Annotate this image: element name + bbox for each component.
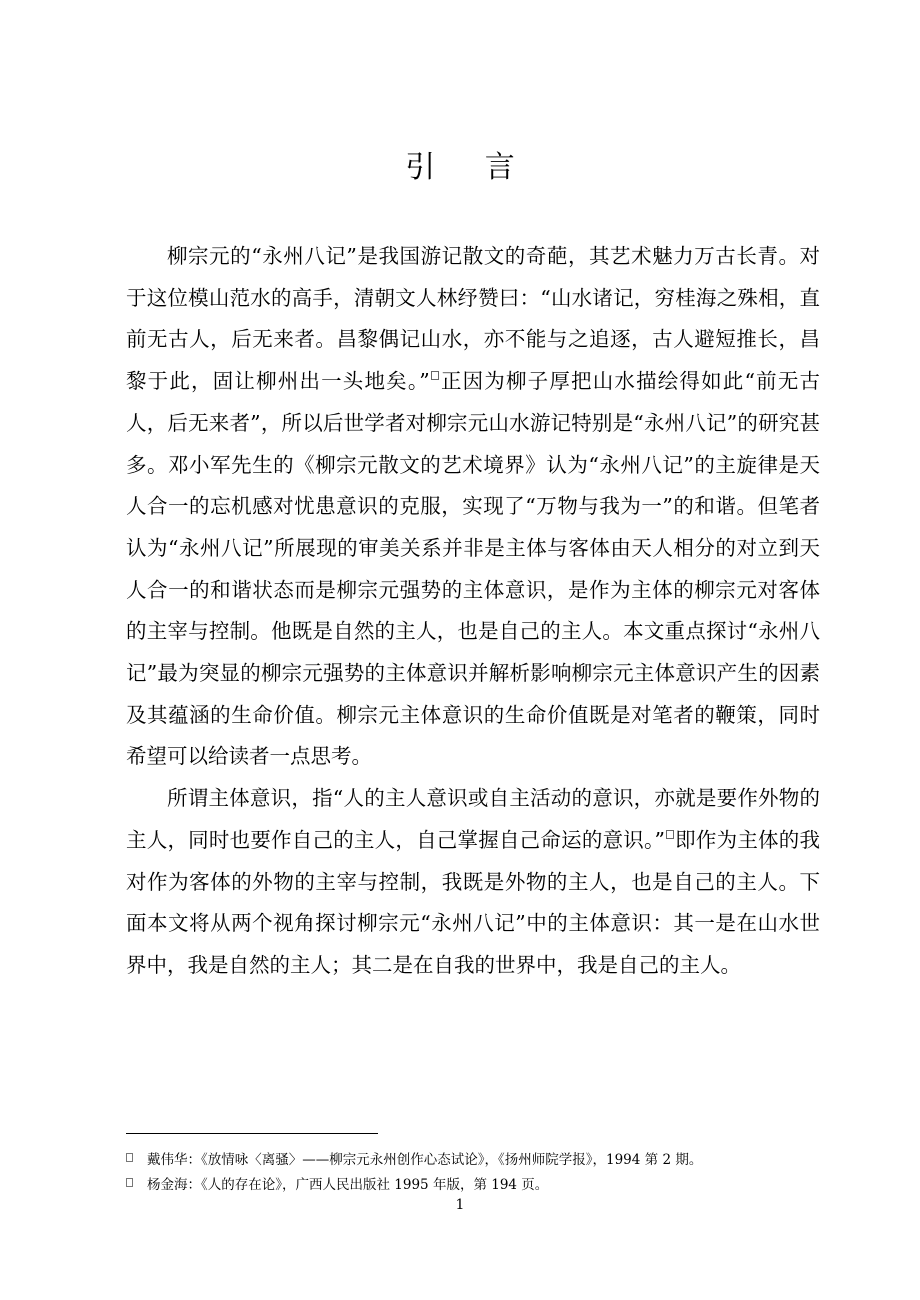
body-text [126, 236, 820, 987]
footnote-2-text: 杨金海：《人的存在论》，广西人民出版社 1995 年版，第 194 页。 [147, 1177, 549, 1193]
footnote-separator [126, 1133, 378, 1134]
footnote-marker-icon [126, 1153, 133, 1162]
page-title: 引 言 [405, 150, 535, 185]
paragraph-1-text-b: 正因为柳子厚把山水描绘得如此“前无古人，后无来者”，所以后世学者对柳宗元山水游记特别是“永州八记”的研究甚多。邓小军先生的《柳宗元散文的艺术境界》认为“永州八记”的主旋律是天人合一的忘机感对忧患意识的克服，实现了“万物与我为一”的和谐。但笔者认为“永州八记”所展现的审美关系并非是主体与客体由天人相分的对立到天人合一的和谐状态而是柳宗元强势的主体意识，是作为主体的柳宗元对客体的主宰与控制。他既是自然的主人，也是自己的主人。本文重点探讨“永州八记”最为突显的柳宗元强势的主体意识并解析影响柳宗元主体意识产生的因素及其蕴涵的生命价值。柳宗元主体意识的生命价值既是对笔者的鞭策，同时希望可以给读者一点思考。 [126, 369, 820, 769]
footnote-ref-2-icon [666, 830, 674, 839]
paragraph-2 [126, 778, 820, 987]
footnotes [126, 1148, 826, 1198]
paragraph-2-text-b: 即作为主体的我对作为客体的外物的主宰与控制，我既是外物的主人，也是自己的主人。下面本文将从两个视角探讨柳宗元“永州八记”中的主体意识：其一是在山水世界中，我是自然的主人；其二是在自我的世界中，我是自己的主人。 [126, 827, 820, 977]
paragraph-2-text-a: 所谓主体意识，指“人的主人意识或自主活动的意识，亦就是要作外物的主人，同时也要作自己的主人，自己掌握自己命运的意识。” [126, 786, 820, 852]
paragraph-1-text-a: 柳宗元的“永州八记”是我国游记散文的奇葩，其艺术魅力万古长青。对于这位模山范水的高手，清朝文人林纾赞曰：“山水诸记，穷桂海之殊相，直前无古人，后无来者。昌黎偶记山水，亦不能与之追逐，古人避短推长，昌黎于此，固让柳州出一头地矣。” [126, 244, 820, 394]
footnote-ref-1-icon [431, 371, 439, 380]
footnote-1 [126, 1148, 826, 1173]
page-number: 1 [455, 1197, 465, 1213]
footnote-marker-icon [126, 1178, 133, 1187]
footnote-1-text: 戴伟华：《放情咏〈离骚〉——柳宗元永州创作心态试论》，《扬州师院学报》，1994 第 2 期。 [147, 1152, 703, 1168]
paragraph-1 [126, 236, 820, 778]
